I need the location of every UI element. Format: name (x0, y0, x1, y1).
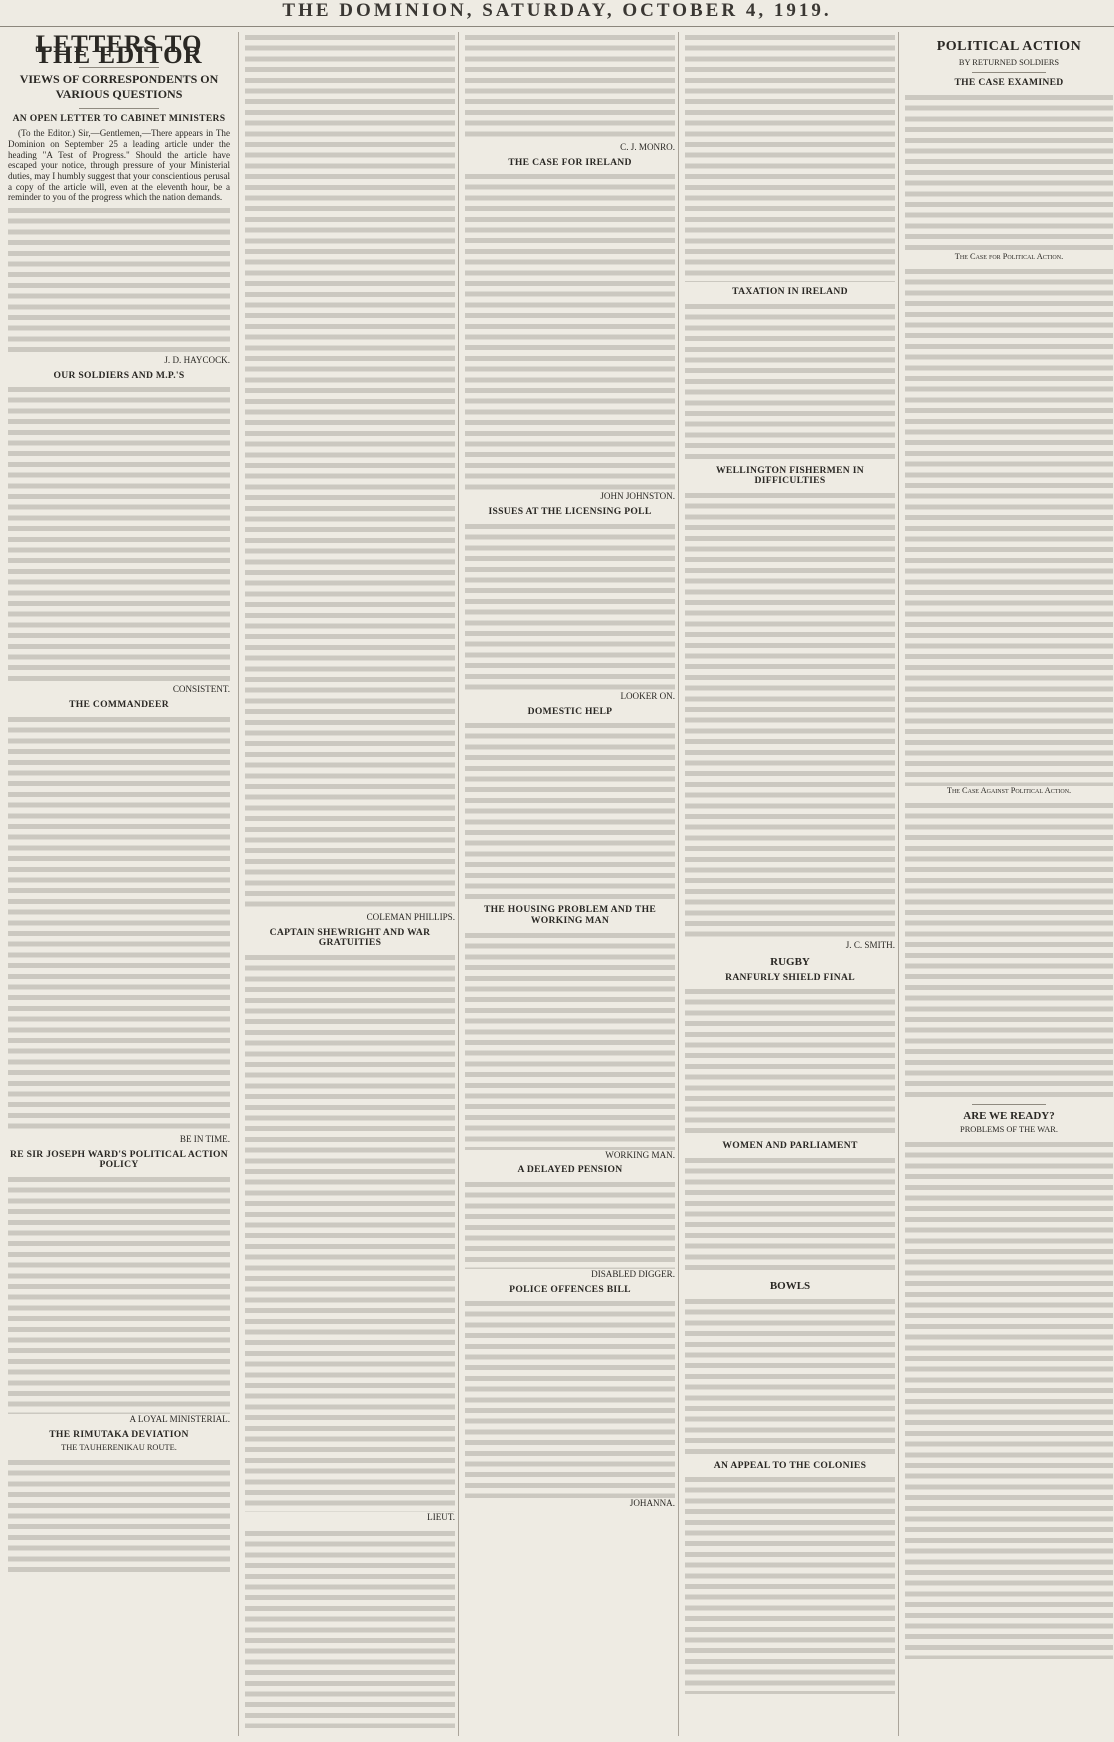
article-heading: RANFURLY SHIELD FINAL (725, 971, 855, 983)
text-block (245, 32, 455, 912)
text-block (685, 1474, 895, 1694)
column-5 (898, 32, 1113, 1736)
letter-heading: AN OPEN LETTER TO CABINET MINISTERS (12, 113, 226, 125)
article-title: ARE WE READY? (963, 1109, 1055, 1122)
letter-signature: J. C. SMITH. (845, 940, 895, 951)
text-block (905, 266, 1113, 786)
letter-body: (To the Editor.) Sir,—Gentlemen,—There appears in The Dominion on September 25 a leading article under the heading "A Test of Progress." Should the article have escaped your notice, through pressure of your Ministerial duties, may I humbly suggest that your conscientious perusal a copy of the article will, even at the eleventh hour, be a reminder to you of the progress which the nation demands. (8, 128, 230, 203)
text-block (8, 205, 230, 355)
text-block (465, 720, 675, 900)
column-2 (238, 32, 455, 1736)
article-subheading: The Case Against Political Action. (946, 785, 1072, 795)
article-heading: WELLINGTON FISHERMEN IN DIFFICULTIES (716, 464, 864, 487)
text-block (685, 490, 895, 940)
text-block (905, 1139, 1113, 1659)
letter-heading: CAPTAIN SHEWRIGHT AND WAR GRATUITIES (269, 926, 431, 949)
letter-signature: WORKING MAN. (605, 1149, 675, 1160)
letter-signature: DISABLED DIGGER. (591, 1269, 675, 1280)
article-subtitle: PROBLEMS OF THE WAR. (960, 1125, 1058, 1135)
text-block (685, 32, 895, 282)
text-block (685, 986, 895, 1136)
section-heading: RUGBY (770, 955, 810, 968)
letter-heading: THE CASE FOR IRELAND (508, 156, 632, 168)
letter-signature: LIEUT. (427, 1512, 455, 1523)
text-block (245, 952, 455, 1512)
section-heading: BOWLS (769, 1279, 811, 1292)
text-block (8, 384, 230, 684)
divider (972, 72, 1047, 73)
text-block (8, 714, 230, 1134)
masthead: THE DOMINION, SATURDAY, OCTOBER 4, 1919. (0, 0, 1114, 27)
letter-signature: BE IN TIME. (179, 1133, 230, 1144)
letter-subheading: THE TAUHERENIKAU ROUTE. (61, 1443, 177, 1453)
letter-signature: LOOKER ON. (620, 690, 675, 701)
text-block (685, 1296, 895, 1456)
text-block (465, 171, 675, 491)
text-block (465, 521, 675, 691)
letter-heading: RE SIR JOSEPH WARD'S POLITICAL ACTION POLICY (9, 1148, 229, 1171)
letter-heading: THE HOUSING PROBLEM AND THE WORKING MAN (483, 904, 657, 926)
text-block (685, 1155, 895, 1275)
letter-heading: THE RIMUTAKA DEVIATION (49, 1428, 189, 1440)
letter-signature: CONSISTENT. (172, 684, 230, 695)
text-block (465, 1179, 675, 1269)
letter-signature: COLEMAN PHILLIPS. (366, 912, 455, 922)
column-4 (678, 32, 895, 1736)
letter-signature: JOHANNA. (629, 1498, 675, 1509)
text-block (465, 32, 675, 142)
text-block (465, 930, 675, 1150)
text-block (8, 1174, 230, 1414)
article-subheading: The Case for Political Action. (954, 252, 1064, 262)
article-title: POLITICAL ACTION (936, 39, 1082, 54)
letter-heading: OUR SOLDIERS AND M.P.'S (53, 369, 185, 381)
letter-signature: C. J. MONRO. (620, 142, 675, 152)
text-block (905, 800, 1113, 1100)
text-block (465, 1298, 675, 1498)
letter-heading: A DELAYED PENSION (517, 1164, 623, 1176)
article-heading: THE CASE EXAMINED (954, 77, 1064, 89)
section-subtitle: VIEWS OF CORRESPONDENTS ON VARIOUS QUESTIONS (19, 72, 219, 102)
article-subtitle: BY RETURNED SOLDIERS (958, 57, 1060, 67)
text-block (8, 1457, 230, 1577)
column-3 (458, 32, 675, 1736)
letter-signature: J. D. HAYCOCK. (164, 355, 230, 366)
text-block (905, 92, 1113, 252)
letter-signature: JOHN JOHNSTON. (600, 491, 675, 502)
letter-heading: DOMESTIC HELP (527, 705, 613, 717)
text-block (245, 1528, 455, 1728)
column-1 (8, 32, 230, 1736)
letter-signature: A LOYAL MINISTERIAL. (129, 1413, 230, 1424)
text-block (685, 301, 895, 461)
section-title: LETTERS TO THE EDITOR (35, 32, 203, 69)
letter-heading: ISSUES AT THE LICENSING POLL (488, 506, 652, 518)
divider (972, 1104, 1047, 1105)
divider (79, 108, 159, 109)
article-heading: TAXATION IN IRELAND (732, 286, 848, 297)
letter-heading: POLICE OFFENCES BILL (509, 1283, 631, 1295)
letter-heading: THE COMMANDEER (69, 699, 169, 711)
article-heading: AN APPEAL TO THE COLONIES (713, 1459, 867, 1471)
article-heading: WOMEN AND PARLIAMENT (722, 1140, 858, 1152)
